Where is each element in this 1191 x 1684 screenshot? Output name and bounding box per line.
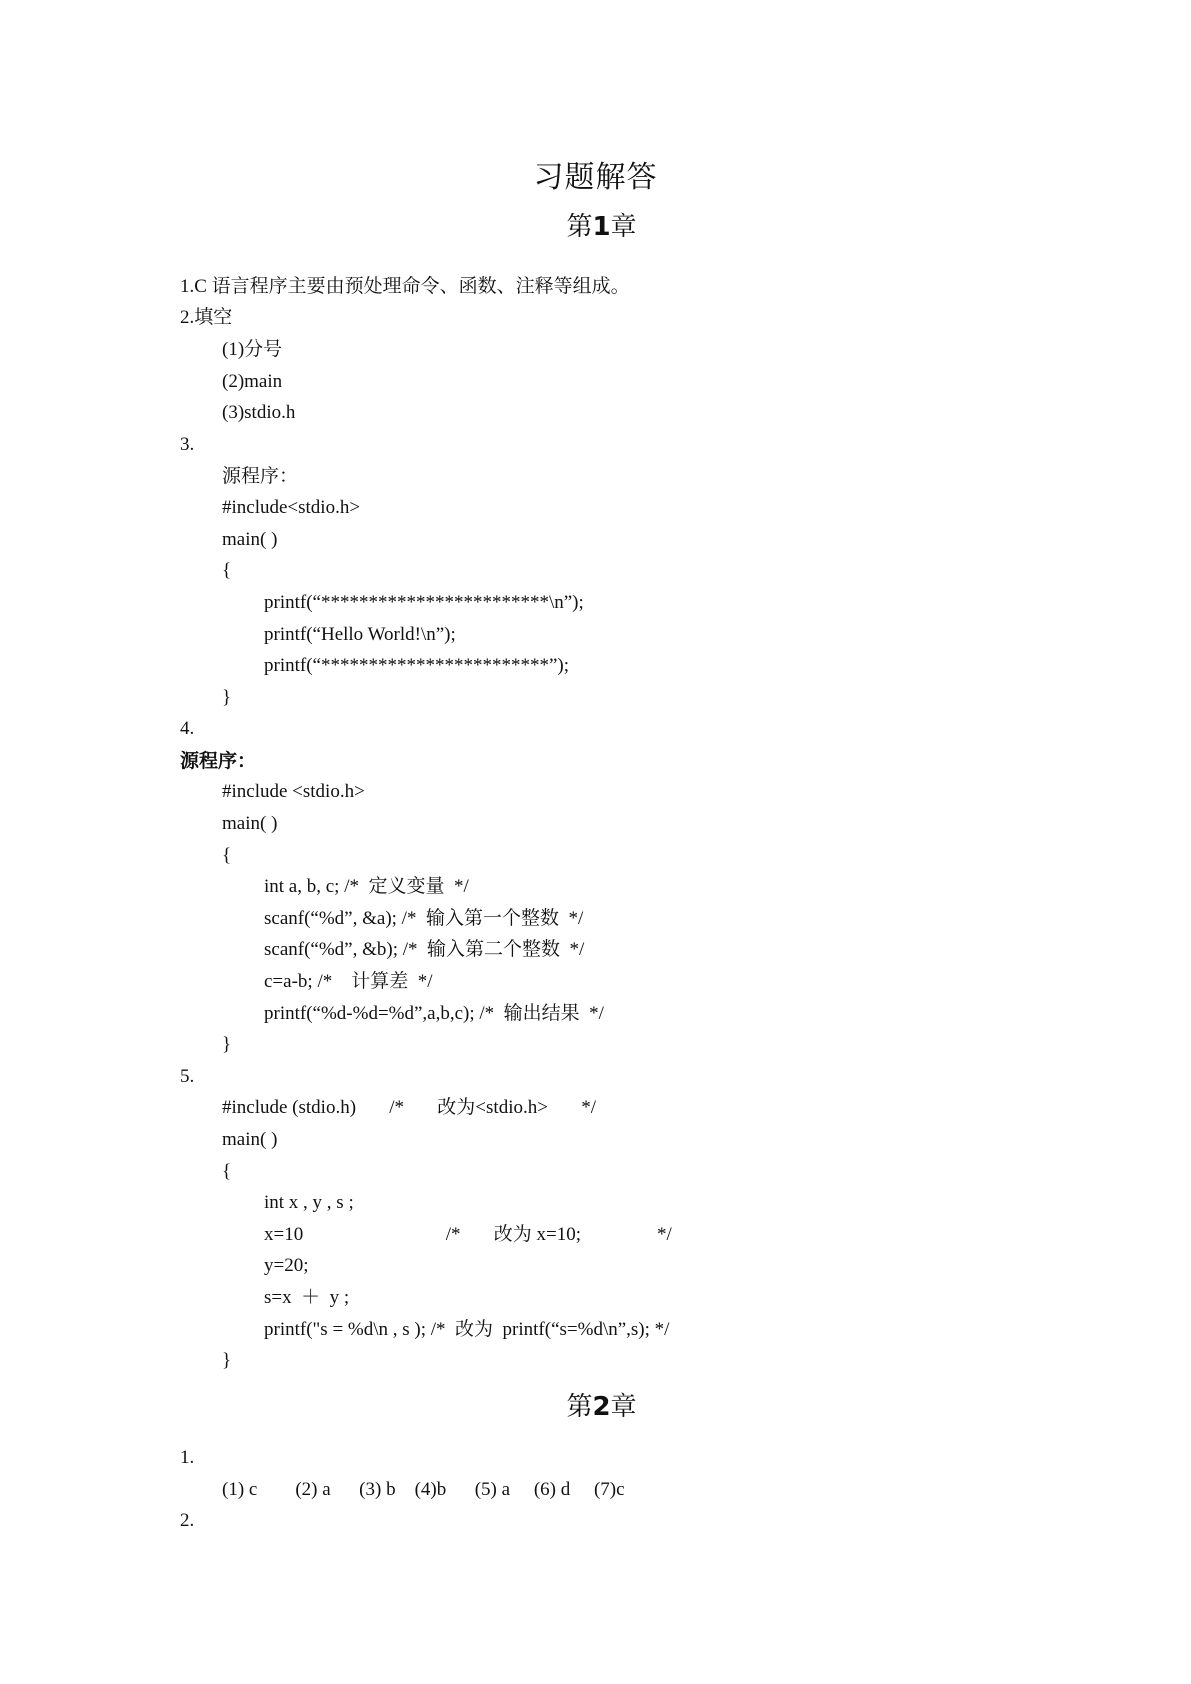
code-line: #include <stdio.h> bbox=[222, 781, 365, 802]
code-line: printf("s = %d\n , s ); /* 改为 printf(“s=%d\n”,s); */ bbox=[264, 1319, 670, 1340]
answer-line: 3. bbox=[180, 434, 195, 455]
chapter-1-heading bbox=[0, 206, 1191, 243]
answer-line: 2.填空 bbox=[180, 307, 233, 328]
chapter-2-heading bbox=[0, 1386, 1191, 1423]
code-line: main( ) bbox=[222, 529, 278, 550]
code-line: s=x ＋ y ; bbox=[264, 1287, 350, 1308]
answer-line: (2)main bbox=[222, 371, 283, 392]
chapter-prefix: 第 bbox=[566, 212, 593, 242]
answer-line: 4. bbox=[180, 718, 195, 739]
chapter-suffix: 章 bbox=[610, 1392, 637, 1422]
code-line: scanf(“%d”, &a); /* 输入第一个整数 */ bbox=[264, 908, 584, 929]
code-line: #include<stdio.h> bbox=[222, 497, 361, 518]
code-line: y=20; bbox=[264, 1255, 309, 1276]
chapter-number: 1 bbox=[592, 212, 611, 242]
chapter-prefix: 第 bbox=[566, 1392, 593, 1422]
answer-line: (3)stdio.h bbox=[222, 402, 296, 423]
code-line: #include (stdio.h) /* 改为<stdio.h> */ bbox=[222, 1097, 596, 1118]
code-line: scanf(“%d”, &b); /* 输入第二个整数 */ bbox=[264, 939, 585, 960]
answer-line: (1) c (2) a (3) b (4)b (5) a (6) d (7)c bbox=[222, 1479, 625, 1500]
answer-line: 源程序： bbox=[222, 466, 299, 487]
code-line: main( ) bbox=[222, 813, 278, 834]
code-line: x=10 /* 改为 x=10; */ bbox=[264, 1224, 672, 1245]
code-line: printf(“%d-%d=%d”,a,b,c); /* 输出结果 */ bbox=[264, 1003, 604, 1024]
answer-line: 5. bbox=[180, 1066, 195, 1087]
answer-line: 源程序： bbox=[180, 750, 257, 772]
code-line: int x , y , s ; bbox=[264, 1192, 354, 1213]
chapter-suffix: 章 bbox=[610, 212, 637, 242]
code-line: } bbox=[222, 1350, 232, 1371]
answer-line: 2. bbox=[180, 1510, 195, 1531]
code-line: } bbox=[222, 1034, 232, 1055]
answer-line: 1. bbox=[180, 1447, 195, 1468]
code-line: { bbox=[222, 1161, 232, 1182]
code-line: printf(“Hello World!\n”); bbox=[264, 624, 456, 645]
code-line: printf(“************************\n”); bbox=[264, 592, 584, 613]
code-line: printf(“************************”); bbox=[264, 655, 570, 676]
code-line: { bbox=[222, 560, 232, 581]
code-line: c=a-b; /* 计算差 */ bbox=[264, 971, 433, 992]
answer-line: (1)分号 bbox=[222, 339, 283, 360]
code-line: { bbox=[222, 845, 232, 866]
chapter-number: 2 bbox=[592, 1392, 611, 1422]
code-line: main( ) bbox=[222, 1129, 278, 1150]
page-title: 习题解答 bbox=[533, 160, 658, 195]
code-line: } bbox=[222, 687, 232, 708]
code-line: int a, b, c; /* 定义变量 */ bbox=[264, 876, 469, 897]
answer-line: 1.C 语言程序主要由预处理命令、函数、注释等组成。 bbox=[180, 276, 630, 297]
